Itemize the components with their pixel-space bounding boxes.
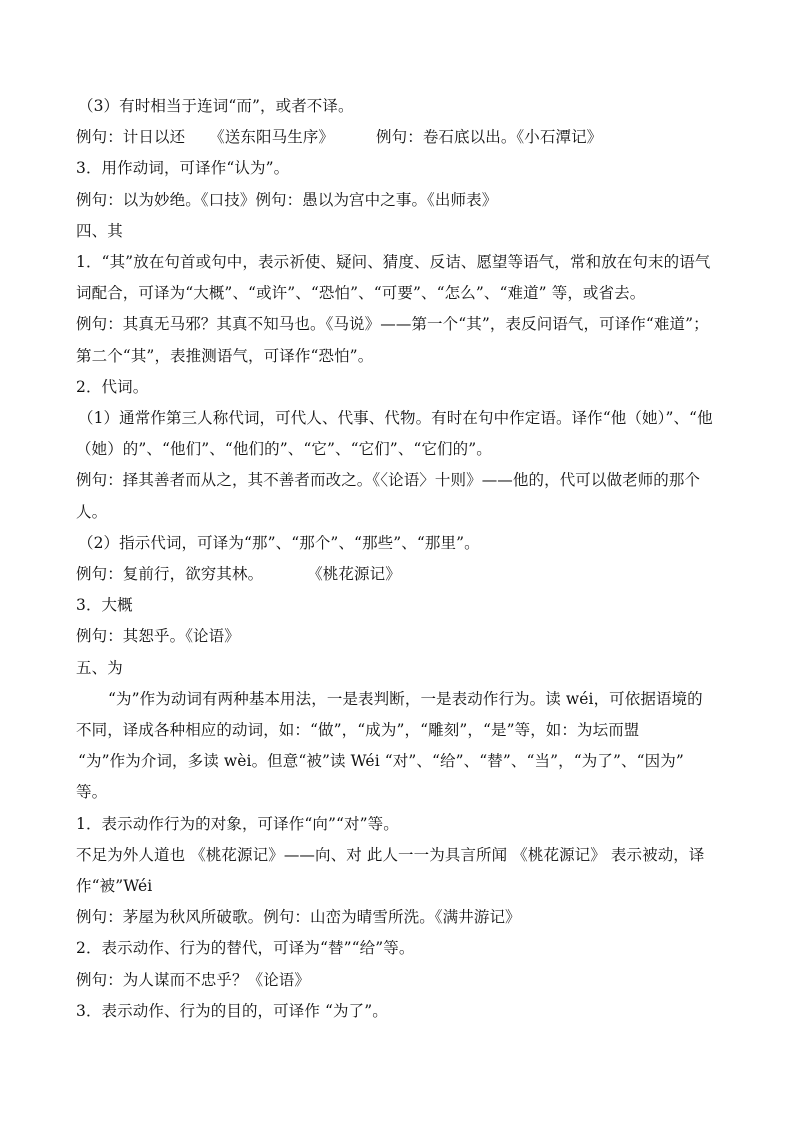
example-text: 例句：复前行，欲穷其林。 — [76, 565, 264, 584]
text-line: （1）通常作第三人称代词，可代人、代事、代物。有时在句中作定语。译作“他（她）”、“他 — [78, 409, 713, 428]
source-title: 《送东阳马生序》 — [209, 128, 335, 147]
text-line: 作“被”Wéi — [76, 877, 153, 896]
text-line: 等。 — [76, 783, 108, 802]
section-heading: 四、其 — [76, 221, 123, 240]
text-line: 2．代词。 — [76, 377, 149, 396]
text-line: 3．表示动作、行为的目的，可译作 “为了”。 — [76, 1001, 388, 1020]
example-text: 例句：卷石底以出。《小石潭记》 — [376, 128, 603, 147]
text-line: 1．表示动作行为的对象，可译作“向”“对”等。 — [76, 814, 399, 833]
text-line: 3．用作动词，可译作“认为”。 — [76, 159, 290, 178]
source-title: 《桃花源记》 — [307, 565, 401, 584]
text-line: 例句：以为妙绝。《口技》例句：愚以为宫中之事。《出师表》 — [76, 190, 498, 209]
text-line: “为”作为介词，多读 wèi。但意“被”读 Wéi “对”、“给”、“替”、“当”，“为了”、“因为” — [78, 752, 684, 771]
text-line: 第二个“其”，表推测语气，可译作“恐怕”。 — [76, 346, 374, 365]
text-line: 3．大概 — [76, 596, 133, 615]
text-line: 不同，译成各种相应的动词，如：“做”，“成为”，“雕刻”，“是”等，如：为坛而盟 — [76, 721, 640, 740]
text-line: 例句：其真无马邪？其真不知马也。《马说》——第一个“其”，表反问语气，可译作“难道”； — [76, 315, 709, 334]
text-line: 不足为外人道也 《桃花源记》——向、对 此人一一为具言所闻 《桃花源记》 表示被动，译 — [76, 845, 705, 864]
text-line: （2）指示代词，可译为“那”、“那个”、“那些”、“那里”。 — [78, 533, 480, 552]
text-line: 2．表示动作、行为的替代，可译为“替”“给”等。 — [76, 939, 415, 958]
text-line: （她）的”、“他们”、“他们的”、“它”、“它们”、“它们的”。 — [76, 440, 492, 459]
text-line: 1．“其”放在句首或句中，表示祈使、疑问、猜度、反诘、愿望等语气，常和放在句末的语气 — [76, 253, 711, 272]
example-line — [76, 559, 726, 590]
example-line — [76, 122, 726, 153]
section-heading: 五、为 — [76, 658, 123, 677]
text-line: 例句：为人谋而不忠乎？《论语》 — [76, 970, 311, 989]
text-line: 人。 — [76, 502, 108, 521]
text-line: 例句：其恕乎。《论语》 — [76, 627, 240, 646]
text-line: 例句：择其善者而从之，其不善者而改之。《〈论语〉十则》——他的，代可以做老师的那个 — [76, 471, 701, 490]
document-body — [76, 91, 726, 1027]
text-line: （3）有时相当于连词“而”，或者不译。 — [78, 97, 354, 115]
text-line: “为”作为动词有两种基本用法，一是表判断，一是表动作行为。读 wéi，可依据语境的 — [108, 689, 703, 708]
example-text: 例句：计日以还 — [76, 128, 186, 147]
text-line: 词配合，可译为“大概”、“或许”、“恐怕”、“可要”、“怎么”、“难道” 等，或省去。 — [76, 284, 646, 303]
text-line: 例句：茅屋为秋风所破歌。例句：山峦为晴雪所洗。《满井游记》 — [76, 908, 521, 927]
